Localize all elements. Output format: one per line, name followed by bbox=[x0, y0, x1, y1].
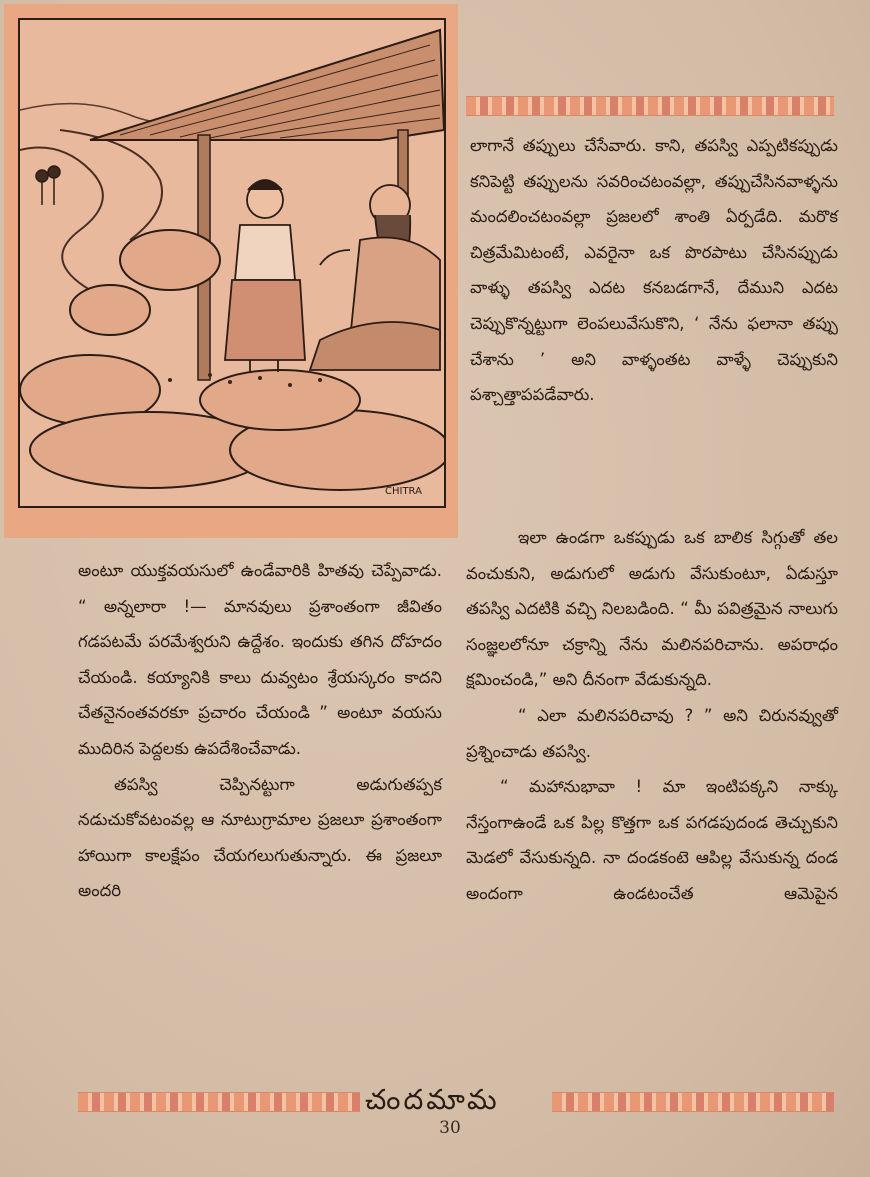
paragraph: “ మహానుభావా ! మా ఇంటిపక్కని నాక్కు నేస్తంగాఉండే ఒక పిల్ల కొత్తగా ఒక పగడపుదండ తెచ్చుకుని మెడలో వేసుకున్నది. నా దండకంటె ఆపిల్ల వేసుకున్న దండ అందంగా ఉండటంచేత ఆమెపైన bbox=[466, 777, 838, 903]
bottom-right-ornament-border bbox=[552, 1092, 834, 1112]
hermit-and-girl-illustration bbox=[20, 20, 444, 506]
paragraph: ఇలా ఉండగా ఒకప్పుడు ఒక బాలిక సిగ్గుతో తల వంచుకుని, అడుగులో అడుగు వేసుకుంటూ, ఏడుస్తూ తపస్వి ఎదటికి వచ్చి నిలబడింది. “ మీ పవిత్రమైన నాలుగు సంజ్ఞలలోనూ చక్రాన్ని నేను మలినపరిచాను. అపరాధం క్షమించండి,” అని దీనంగా వేడుకున్నది. bbox=[466, 528, 838, 690]
illustrator-signature: CHITRA bbox=[385, 486, 422, 497]
right-column-top bbox=[470, 128, 838, 413]
story-illustration bbox=[18, 18, 446, 508]
bottom-left-ornament-border bbox=[78, 1092, 360, 1112]
paragraph: “ ఎలా మలినపరిచావు ? ” అని చిరునవ్వుతో ప్రశ్నించాడు తపస్వి. bbox=[466, 705, 838, 761]
paragraph: లాగానే తప్పులు చేసేవారు. కాని, తపస్వి ఎప్పటికప్పుడు కనిపెట్టి తప్పులను సవరించటంవల్లా, తప్పుచేసినవాళ్ళను మందలించటంవల్లా ప్రజలలో శాంతి ఏర్పడేది. మరొక చిత్రమేమిటంటే, ఎవరైనా ఒక పొరపాటు చేసినప్పుడు వాళ్ళు తపస్వి ఎదట కనబడగానే, దేముని ఎదట చెప్పుకొన్నట్టుగా లెంపలువేసుకొని, ‘ నేను ఫలానా తప్పు చేశాను ’ అని వాళ్ళంతట వాళ్ళే చెప్పుకుని పశ్చాత్తాపపడేవారు. bbox=[470, 136, 838, 405]
paragraph: తపస్వి చెప్పినట్టుగా అడుగుతప్పక నడుచుకోవటంవల్ల ఆ నూటుగ్రామాల ప్రజలూ ప్రశాంతంగా హాయిగా కాలక్షేపం చేయగలుగుతున్నారు. ఈ ప్రజలూ అందరి bbox=[78, 774, 442, 901]
magazine-title: చందమామ bbox=[365, 1083, 500, 1116]
right-column-bottom bbox=[466, 520, 838, 912]
page-number: 30 bbox=[439, 1118, 461, 1138]
paragraph: అంటూ యుక్తవయసులో ఉండేవారికి హితవు చెప్పేవాడు. “ అన్నలారా !— మానవులు ప్రశాంతంగా జీవితం గడపటమే పరమేశ్వరుని ఉద్దేశం. ఇందుకు తగిన దోహదం చేయండి. కయ్యానికి కాలు దువ్వటం శ్రేయస్కరం కాదని చేతనైనంతవరకూ ప్రచారం చేయండి ” అంటూ వయసు ముదిరిన పెద్దలకు ఉపదేశించేవాడు. bbox=[78, 561, 442, 758]
left-column bbox=[78, 553, 442, 909]
illustration-frame bbox=[4, 4, 458, 538]
top-right-ornament-border bbox=[466, 96, 834, 116]
